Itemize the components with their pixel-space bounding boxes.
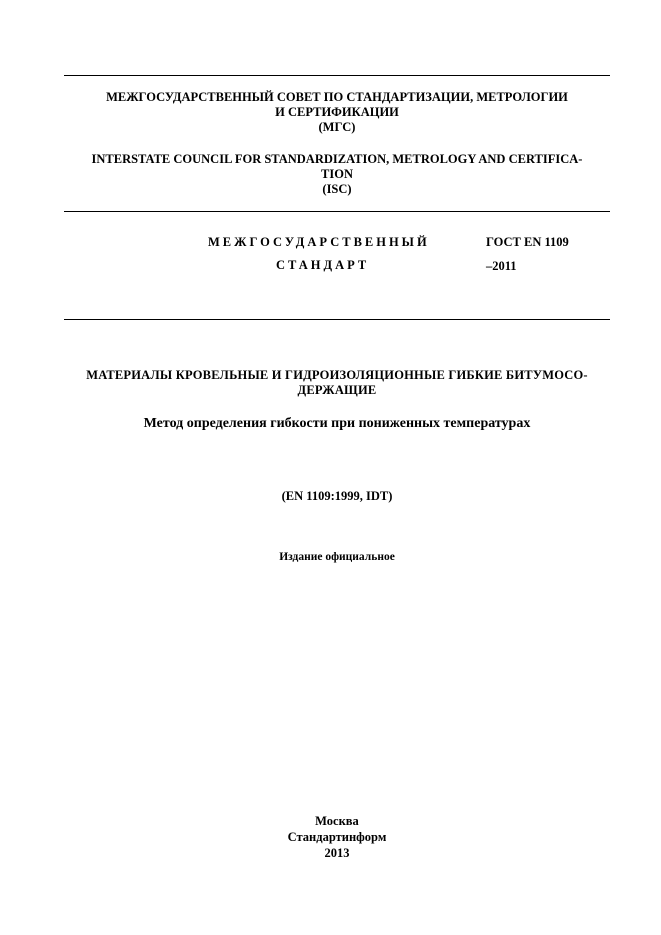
top-rule (64, 75, 610, 76)
council-ru-line-2: И СЕРТИФИКАЦИИ (275, 105, 399, 119)
standard-label-line-2: СТАНДАРТ (276, 258, 370, 272)
council-name-ru (64, 90, 610, 135)
equivalence-note: (EN 1109:1999, IDT) (281, 489, 393, 503)
edition-note: Издание официальное (279, 551, 395, 563)
council-en-abbrev: (ISC) (322, 182, 352, 196)
council-ru-line-1: МЕЖГОСУДАРСТВЕННЫЙ СОВЕТ ПО СТАНДАРТИЗАЦИИ, МЕТРОЛОГИИ (106, 90, 568, 104)
council-en-line-1: INTERSTATE COUNCIL FOR STANDARDIZATION, METROLOGY AND CERTIFICA- (91, 152, 583, 166)
standard-year: –2011 (486, 259, 517, 273)
publisher-block (64, 813, 610, 861)
document-subtitle: Метод определения гибкости при пониженных температурах (143, 416, 531, 431)
council-name-en (64, 152, 610, 197)
document-title-line-1: МАТЕРИАЛЫ КРОВЕЛЬНЫЕ И ГИДРОИЗОЛЯЦИОННЫЕ ГИБКИЕ БИТУМОСО- (86, 368, 588, 382)
document-title-line-2: ДЕРЖАЩИЕ (297, 383, 377, 397)
standard-label-line-1: МЕЖГОСУДАРСТВЕННЫЙ (208, 235, 430, 249)
standard-bottom-rule (64, 319, 610, 320)
publisher-year: 2013 (324, 846, 350, 860)
council-bottom-rule (64, 211, 610, 212)
publisher-name: Стандартинформ (287, 830, 387, 844)
publisher-city: Москва (315, 814, 359, 828)
document-title (64, 368, 610, 398)
council-ru-abbrev: (МГС) (318, 120, 356, 134)
council-en-line-2: TION (321, 167, 353, 181)
standard-code: ГОСТ EN 1109 (486, 235, 569, 249)
